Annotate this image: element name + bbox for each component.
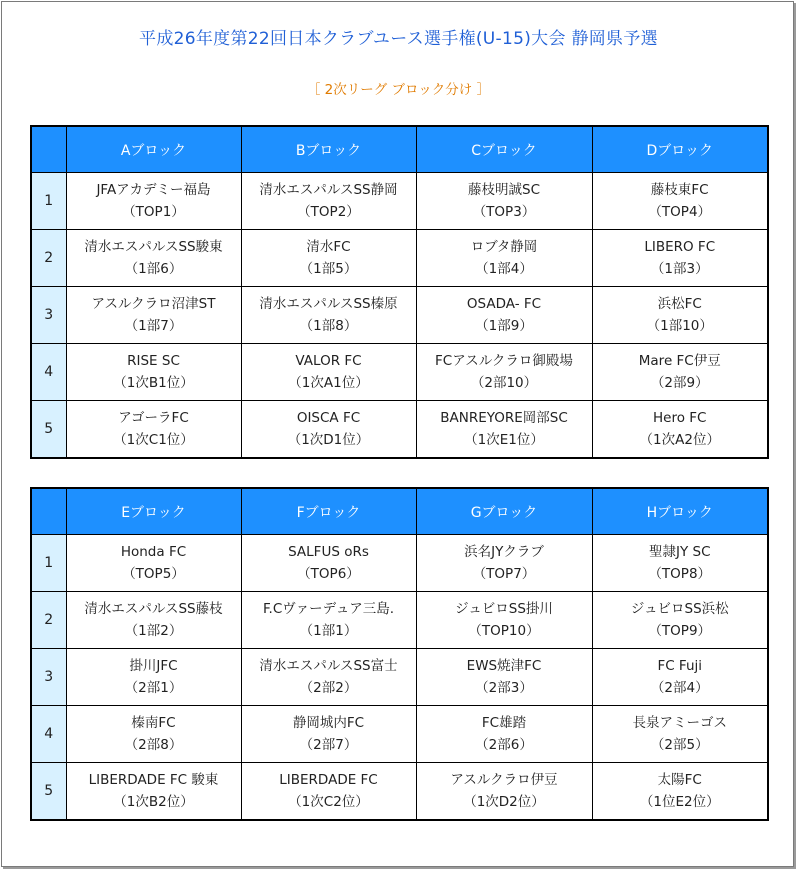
team-name: ジュビロSS掛川 bbox=[455, 601, 553, 617]
team-name: ロブタ静岡 bbox=[470, 239, 538, 255]
team-cell bbox=[66, 535, 241, 592]
team-seed: （TOP2） bbox=[297, 204, 360, 220]
table-header-row bbox=[31, 126, 768, 173]
team-name: Honda FC bbox=[120, 544, 187, 560]
team-cell bbox=[241, 401, 416, 459]
team-cell bbox=[241, 535, 416, 592]
team-seed: （2部6） bbox=[475, 737, 533, 753]
team-cell bbox=[66, 763, 241, 821]
team-seed: （2部10） bbox=[470, 375, 538, 391]
team-seed: （2部9） bbox=[650, 375, 709, 391]
team-name: FCアスルクラロ御殿場 bbox=[435, 353, 573, 369]
team-seed: （2部1） bbox=[124, 680, 183, 696]
team-name: F.Cヴァーデュア三島. bbox=[262, 601, 395, 617]
team-seed: （1次A1位） bbox=[288, 375, 369, 391]
team-seed: （1次C1位） bbox=[113, 432, 194, 448]
team-cell bbox=[592, 230, 768, 287]
team-name: RISE SC bbox=[127, 353, 180, 369]
team-cell bbox=[592, 649, 768, 706]
team-cell bbox=[416, 230, 592, 287]
team-name: OSADA- FC bbox=[466, 296, 542, 312]
team-name: OISCA FC bbox=[296, 410, 361, 426]
team-name: LIBERO FC bbox=[644, 239, 716, 255]
team-cell bbox=[592, 401, 768, 459]
block-header: Dブロック bbox=[592, 126, 768, 173]
team-name: 太陽FC bbox=[657, 772, 702, 788]
team-seed: （1次E1位） bbox=[464, 432, 544, 448]
block-header: Hブロック bbox=[592, 488, 768, 535]
team-name: 清水エスパルスSS榛原 bbox=[259, 296, 398, 312]
row-number: 1 bbox=[31, 535, 66, 592]
team-seed: （2部5） bbox=[650, 737, 709, 753]
team-seed: （2部3） bbox=[475, 680, 533, 696]
row-number: 5 bbox=[31, 763, 66, 821]
team-seed: （1次B1位） bbox=[113, 375, 194, 391]
team-seed: （1部2） bbox=[124, 623, 183, 639]
team-name: EWS焼津FC bbox=[466, 658, 542, 674]
table-row bbox=[31, 401, 768, 459]
row-number: 4 bbox=[31, 706, 66, 763]
team-name: 聖隷JY SC bbox=[648, 544, 711, 560]
team-seed: （TOP3） bbox=[472, 204, 536, 220]
row-number: 1 bbox=[31, 173, 66, 230]
team-cell bbox=[241, 344, 416, 401]
team-seed: （1部7） bbox=[124, 318, 183, 334]
team-name: 清水FC bbox=[306, 239, 351, 255]
team-name: 藤枝明誠SC bbox=[468, 182, 540, 198]
team-name: 清水エスパルスSS富士 bbox=[259, 658, 398, 674]
row-number: 4 bbox=[31, 344, 66, 401]
team-seed: （TOP8） bbox=[648, 566, 712, 582]
team-seed: （1部1） bbox=[299, 623, 358, 639]
block-table-e-h bbox=[30, 487, 769, 821]
team-name: LIBERDADE FC bbox=[279, 772, 378, 788]
team-seed: （1部4） bbox=[475, 261, 533, 277]
team-seed: （1位E2位） bbox=[639, 794, 720, 810]
team-name: Hero FC bbox=[653, 410, 707, 426]
team-cell bbox=[66, 230, 241, 287]
team-name: 浜名JYクラブ bbox=[464, 544, 544, 560]
team-cell bbox=[416, 344, 592, 401]
team-seed: （1部8） bbox=[299, 318, 358, 334]
team-seed: （1部10） bbox=[646, 318, 713, 334]
team-name: 榛南FC bbox=[131, 715, 176, 731]
team-cell bbox=[416, 401, 592, 459]
team-cell bbox=[66, 173, 241, 230]
team-cell bbox=[416, 173, 592, 230]
team-name: 掛川JFC bbox=[129, 658, 178, 674]
block-header: Bブロック bbox=[241, 126, 416, 173]
team-name: 長泉アミーゴス bbox=[632, 715, 727, 731]
team-cell bbox=[592, 287, 768, 344]
team-name: 清水エスパルスSS藤枝 bbox=[84, 601, 223, 617]
team-name: FC Fuji bbox=[657, 658, 703, 674]
team-seed: （TOP1） bbox=[122, 204, 185, 220]
team-seed: （1次C2位） bbox=[288, 794, 369, 810]
table-row bbox=[31, 230, 768, 287]
team-seed: （TOP7） bbox=[472, 566, 536, 582]
team-cell bbox=[416, 592, 592, 649]
team-seed: （TOP4） bbox=[648, 204, 712, 220]
team-seed: （TOP9） bbox=[648, 623, 712, 639]
page-subtitle: ［ 2次リーグ ブロック分け ］ bbox=[306, 82, 491, 98]
team-cell bbox=[241, 763, 416, 821]
team-cell bbox=[416, 706, 592, 763]
team-name: ジュビロSS浜松 bbox=[630, 601, 729, 617]
team-seed: （1部9） bbox=[475, 318, 533, 334]
team-cell bbox=[592, 706, 768, 763]
team-seed: （TOP10） bbox=[468, 623, 540, 639]
team-name: 藤枝東FC bbox=[650, 182, 709, 198]
team-name: Mare FC伊豆 bbox=[638, 353, 721, 369]
team-name: アゴーラFC bbox=[118, 410, 189, 426]
team-name: VALOR FC bbox=[295, 353, 362, 369]
team-cell bbox=[241, 592, 416, 649]
row-number: 2 bbox=[31, 592, 66, 649]
team-name: JFAアカデミー福島 bbox=[96, 182, 211, 198]
header-corner bbox=[31, 488, 66, 535]
team-name: SALFUS oRs bbox=[288, 544, 369, 560]
team-name: アスルクラロ伊豆 bbox=[450, 772, 558, 788]
team-cell bbox=[66, 706, 241, 763]
team-cell bbox=[66, 287, 241, 344]
team-cell bbox=[592, 344, 768, 401]
team-cell bbox=[416, 763, 592, 821]
team-cell bbox=[66, 592, 241, 649]
table-row bbox=[31, 173, 768, 230]
row-number: 3 bbox=[31, 287, 66, 344]
team-cell bbox=[241, 287, 416, 344]
team-name: 静岡城内FC bbox=[292, 715, 365, 731]
team-seed: （1次D1位） bbox=[287, 432, 370, 448]
block-header: Cブロック bbox=[416, 126, 592, 173]
team-seed: （1部5） bbox=[299, 261, 358, 277]
team-cell bbox=[241, 230, 416, 287]
table-row bbox=[31, 287, 768, 344]
team-cell bbox=[592, 592, 768, 649]
team-seed: （2部2） bbox=[299, 680, 358, 696]
page-title: 平成26年度第22回日本クラブユース選手権(U-15)大会 静岡県予選 bbox=[139, 29, 658, 49]
row-number: 3 bbox=[31, 649, 66, 706]
team-seed: （1次B2位） bbox=[113, 794, 194, 810]
team-cell bbox=[241, 649, 416, 706]
table-row bbox=[31, 592, 768, 649]
team-name: FC雄踏 bbox=[481, 715, 527, 731]
team-seed: （2部7） bbox=[299, 737, 358, 753]
team-name: アスルクラロ沼津ST bbox=[91, 296, 216, 312]
block-header: Aブロック bbox=[66, 126, 241, 173]
team-seed: （2部4） bbox=[650, 680, 709, 696]
team-seed: （1部3） bbox=[650, 261, 709, 277]
team-cell bbox=[66, 344, 241, 401]
team-cell bbox=[241, 706, 416, 763]
team-name: LIBERDADE FC 駿東 bbox=[88, 772, 219, 788]
team-cell bbox=[416, 649, 592, 706]
table-row bbox=[31, 344, 768, 401]
team-cell bbox=[592, 535, 768, 592]
team-seed: （1次A2位） bbox=[639, 432, 720, 448]
team-name: 清水エスパルスSS静岡 bbox=[259, 182, 398, 198]
block-header: Gブロック bbox=[416, 488, 592, 535]
row-number: 2 bbox=[31, 230, 66, 287]
team-cell bbox=[66, 401, 241, 459]
table-row bbox=[31, 535, 768, 592]
team-seed: （1次D2位） bbox=[463, 794, 545, 810]
team-cell bbox=[66, 649, 241, 706]
team-name: 浜松FC bbox=[657, 296, 702, 312]
team-seed: （TOP5） bbox=[122, 566, 185, 582]
header-corner bbox=[31, 126, 66, 173]
team-name: BANREYORE岡部SC bbox=[440, 410, 568, 426]
team-name: 清水エスパルスSS駿東 bbox=[84, 239, 223, 255]
block-table-a-d bbox=[30, 125, 769, 459]
team-cell bbox=[241, 173, 416, 230]
team-cell bbox=[592, 763, 768, 821]
team-cell bbox=[416, 287, 592, 344]
block-header: Fブロック bbox=[241, 488, 416, 535]
table-row bbox=[31, 706, 768, 763]
row-number: 5 bbox=[31, 401, 66, 459]
block-header: Eブロック bbox=[66, 488, 241, 535]
team-cell bbox=[416, 535, 592, 592]
team-seed: （2部8） bbox=[124, 737, 183, 753]
table-row bbox=[31, 763, 768, 821]
table-header-row bbox=[31, 488, 768, 535]
team-seed: （TOP6） bbox=[297, 566, 360, 582]
team-cell bbox=[592, 173, 768, 230]
table-row bbox=[31, 649, 768, 706]
team-seed: （1部6） bbox=[124, 261, 183, 277]
